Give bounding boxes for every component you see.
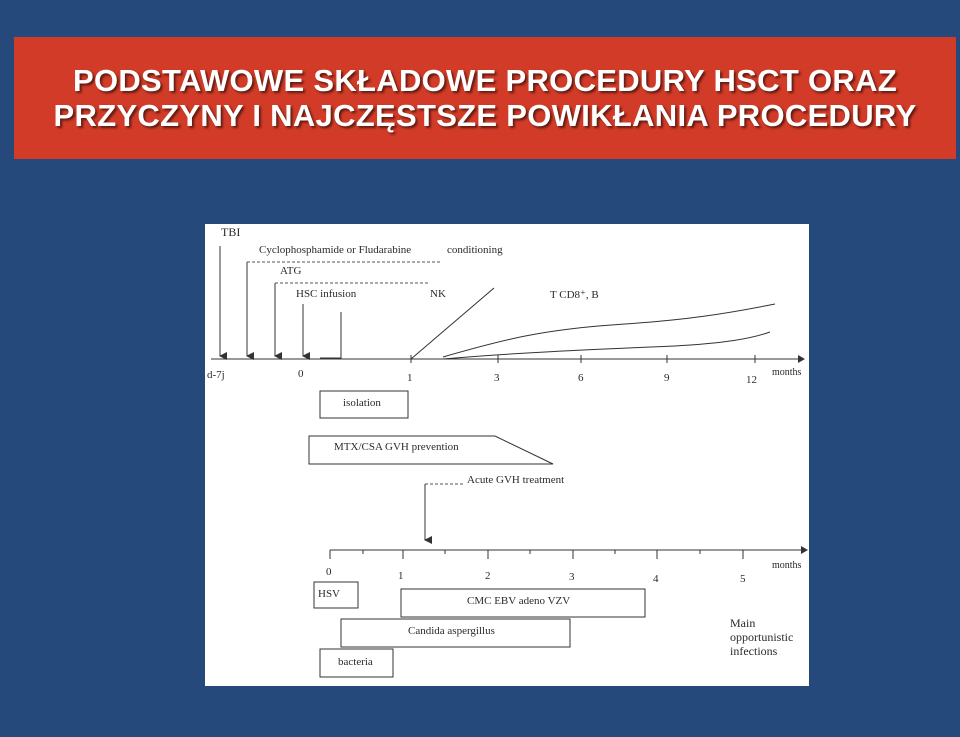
top-tick-0: 0 — [298, 368, 304, 380]
cyclophosphamide-label: Cyclophosphamide or Fludarabine — [259, 244, 412, 256]
top-axis-unit: months — [772, 367, 802, 378]
bottom-tick-1: 1 — [398, 570, 404, 582]
main-infections-line2: opportunistic — [730, 630, 794, 644]
top-tick-d7: d-7j — [207, 369, 225, 381]
nk-label: NK — [430, 288, 446, 300]
tbi-label: TBI — [221, 225, 241, 239]
bottom-axis-arrowhead — [801, 546, 808, 554]
hsct-timeline-figure — [205, 224, 809, 686]
bottom-axis-unit: months — [772, 560, 802, 571]
conditioning-label: conditioning — [447, 244, 503, 256]
t-cd4-recovery-curve — [443, 332, 770, 359]
bottom-axis-ticks — [330, 550, 743, 559]
hsc-infusion-label: HSC infusion — [296, 288, 357, 300]
hsv-label: HSV — [318, 588, 341, 600]
nk-recovery-line — [411, 288, 494, 359]
isolation-label: isolation — [343, 397, 381, 409]
top-tick-12: 12 — [746, 374, 757, 386]
gvh-prevention-label: MTX/CSA GVH prevention — [334, 441, 459, 453]
main-infections-line3: infections — [730, 644, 778, 658]
title-line-2: PRZYCZYNY I NAJCZĘSTSZE POWIKŁANIA PROCEDURY — [53, 98, 917, 133]
top-tick-1: 1 — [407, 372, 413, 384]
atg-label: ATG — [280, 265, 302, 277]
isolation-marker — [320, 312, 341, 358]
top-tick-3: 3 — [494, 372, 500, 384]
bottom-tick-2: 2 — [485, 570, 491, 582]
timeline-diagram — [205, 224, 809, 686]
fungal-infections-label: Candida aspergillus — [408, 625, 495, 637]
top-tick-9: 9 — [664, 372, 670, 384]
bottom-tick-4: 4 — [653, 573, 659, 585]
t-cell-label: T CD8⁺, B — [550, 289, 599, 301]
bottom-tick-0: 0 — [326, 566, 332, 578]
top-tick-6: 6 — [578, 372, 584, 384]
bottom-tick-5: 5 — [740, 573, 746, 585]
viral-infections-label: CMC EBV adeno VZV — [467, 595, 571, 607]
bottom-tick-3: 3 — [569, 571, 575, 583]
title-line-1: PODSTAWOWE SKŁADOWE PROCEDURY HSCT ORAZ — [72, 63, 898, 98]
top-axis-arrowhead — [798, 355, 805, 363]
main-infections-line1: Main — [730, 616, 756, 630]
gvh-treatment-label: Acute GVH treatment — [467, 474, 565, 486]
title-banner — [14, 37, 956, 159]
bacteria-label: bacteria — [338, 656, 373, 668]
